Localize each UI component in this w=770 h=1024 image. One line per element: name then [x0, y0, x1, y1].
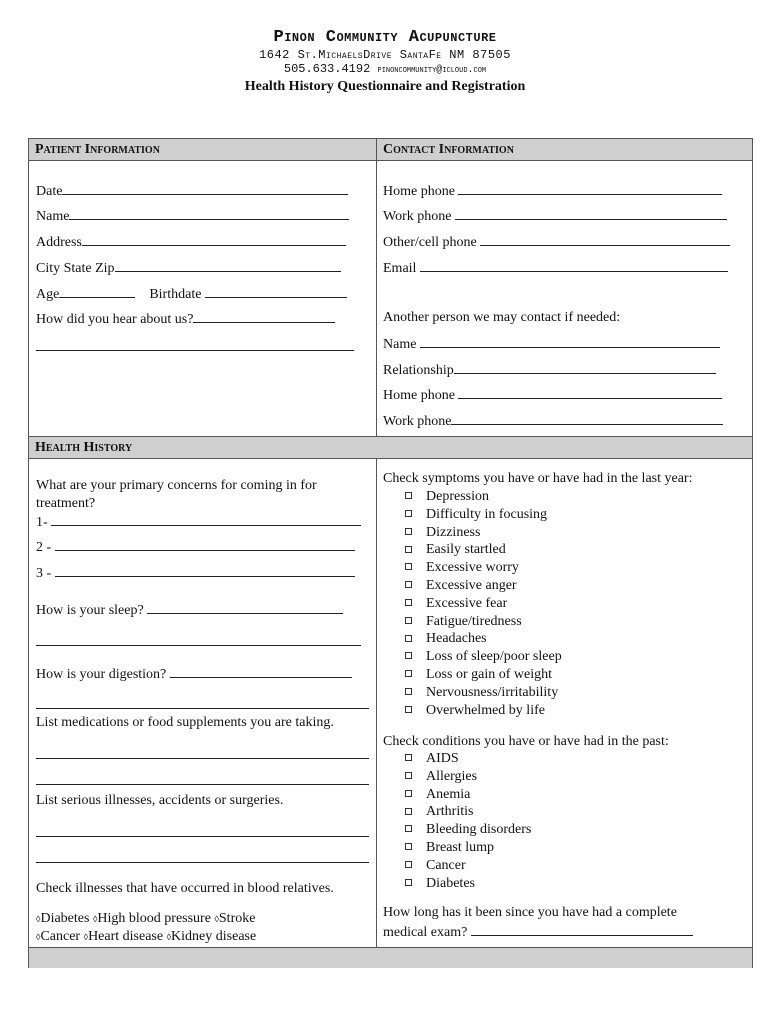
- checkbox-square-icon[interactable]: [405, 670, 412, 677]
- referral-field[interactable]: [36, 310, 335, 328]
- name-label: Name: [36, 209, 70, 224]
- relatives-row-1: [36, 911, 255, 927]
- illnesses-blank-1[interactable]: [36, 835, 369, 837]
- city-state-zip-field[interactable]: [36, 259, 341, 277]
- contact-info-heading: Contact Information: [383, 142, 514, 157]
- relative-checkbox-stroke[interactable]: ◊Stroke: [214, 911, 256, 926]
- referral-blank[interactable]: [36, 349, 354, 351]
- checkbox-square-icon[interactable]: [405, 688, 412, 695]
- relative-checkbox-heart-disease[interactable]: ◊Heart disease: [83, 929, 164, 944]
- checkbox-square-icon[interactable]: [405, 879, 412, 886]
- home-phone-field[interactable]: [383, 182, 722, 200]
- symptom-label: Dizziness: [426, 524, 481, 540]
- concern-2-field[interactable]: [36, 538, 355, 556]
- concern-3-label: 3 -: [36, 566, 52, 581]
- symptom-label: Depression: [426, 489, 489, 504]
- age-birthdate-field[interactable]: [36, 285, 347, 303]
- work-phone-field[interactable]: [383, 207, 727, 225]
- checkbox-square-icon[interactable]: [405, 754, 412, 761]
- symptom-checkbox[interactable]: [405, 685, 558, 701]
- email-label: Email: [383, 261, 417, 276]
- condition-label: Breast lump: [426, 840, 495, 855]
- column-divider-bottom: [376, 459, 377, 949]
- relatives-row-2: [36, 929, 256, 945]
- section-bar-footer: [29, 947, 752, 968]
- checkbox-square-icon[interactable]: [405, 843, 412, 850]
- condition-label: Anemia: [426, 786, 471, 802]
- org-contact: [0, 62, 770, 76]
- condition-label: Diabetes: [426, 875, 475, 891]
- relationship-label: Relationship: [383, 363, 454, 378]
- relative-checkbox-cancer[interactable]: ◊Cancer: [36, 929, 81, 944]
- checkbox-square-icon[interactable]: [405, 652, 412, 659]
- checkbox-square-icon[interactable]: [405, 492, 412, 499]
- conditions-question: Check conditions you have or have had in the past:: [383, 734, 669, 749]
- relative-label: Stroke: [218, 911, 256, 926]
- symptom-label: Excessive worry: [426, 560, 519, 576]
- illnesses-question: List serious illnesses, accidents or surgeries.: [36, 793, 284, 808]
- emergency-work-phone-field[interactable]: [383, 412, 723, 430]
- symptom-checkbox[interactable]: [405, 542, 506, 558]
- document-header: [0, 28, 770, 95]
- column-divider-top: [376, 139, 377, 437]
- condition-label: Allergies: [426, 768, 478, 784]
- symptom-checkbox[interactable]: [405, 596, 507, 612]
- condition-checkbox[interactable]: [405, 769, 477, 785]
- emergency-name-field[interactable]: [383, 335, 720, 353]
- condition-checkbox[interactable]: [405, 787, 470, 803]
- address-label: Address: [36, 235, 82, 250]
- concern-2-label: 2 -: [36, 540, 52, 555]
- digestion-blank[interactable]: [36, 707, 369, 709]
- symptom-checkbox[interactable]: [405, 614, 522, 630]
- concern-1-label: 1-: [36, 515, 48, 530]
- relative-checkbox-kidney-disease[interactable]: ◊Kidney disease: [166, 929, 257, 944]
- org-name: Pinon Community Acupuncture: [273, 28, 497, 47]
- symptoms-question: Check symptoms you have or have had in the last year:: [383, 471, 693, 486]
- referral-label: How did you hear about us?: [36, 312, 194, 327]
- digestion-field[interactable]: [36, 665, 352, 683]
- condition-label: Cancer: [426, 857, 466, 873]
- symptom-checkbox[interactable]: [405, 631, 487, 647]
- exam-question-line-1: How long has it been since you have had a complete: [383, 905, 677, 920]
- birthdate-label: Birthdate: [149, 287, 202, 302]
- medications-blank-2[interactable]: [36, 783, 369, 785]
- relative-checkbox-high-blood-pressure[interactable]: ◊High blood pressure: [92, 911, 211, 926]
- emergency-home-phone-field[interactable]: [383, 386, 722, 404]
- symptom-checkbox[interactable]: [405, 525, 480, 541]
- checkbox-square-icon[interactable]: [405, 528, 412, 535]
- condition-checkbox[interactable]: [405, 840, 494, 856]
- relative-label: Heart disease: [88, 929, 164, 944]
- checkbox-square-icon[interactable]: [405, 706, 412, 713]
- symptom-label: Excessive fear: [426, 595, 508, 611]
- date-field[interactable]: [36, 182, 348, 200]
- patient-info-heading: Patient Information: [35, 142, 160, 157]
- symptom-label: Headaches: [426, 631, 487, 647]
- relative-label: Cancer: [40, 929, 81, 944]
- name-field[interactable]: [36, 207, 349, 225]
- org-email: pinoncommunity@icloud.com: [377, 65, 487, 76]
- symptom-checkbox[interactable]: [405, 560, 519, 576]
- checkbox-square-icon[interactable]: [405, 510, 412, 517]
- org-address: 1642 St.MichaelsDrive SantaFe NM 87505: [259, 48, 511, 62]
- date-label: Date: [36, 184, 63, 199]
- condition-checkbox[interactable]: [405, 751, 459, 767]
- concern-1-field[interactable]: [36, 513, 361, 531]
- condition-checkbox[interactable]: [405, 804, 473, 820]
- sleep-blank[interactable]: [36, 644, 361, 646]
- checkbox-square-icon[interactable]: [405, 617, 412, 624]
- medications-question: List medications or food supplements you are taking.: [36, 715, 334, 730]
- symptom-checkbox[interactable]: [405, 578, 517, 594]
- cell-phone-label: Other/cell phone: [383, 235, 477, 250]
- condition-label: Bleeding disorders: [426, 822, 532, 838]
- symptom-label: Overwhelmed by life: [426, 702, 545, 718]
- emergency-name-label: Name: [383, 337, 417, 352]
- relative-checkbox-diabetes[interactable]: ◊Diabetes: [36, 911, 90, 926]
- relative-label: Kidney disease: [171, 929, 257, 944]
- checkbox-square-icon[interactable]: [405, 772, 412, 779]
- emergency-contact-prompt: Another person we may contact if needed:: [383, 310, 621, 325]
- registration-form: [28, 138, 753, 968]
- checkbox-square-icon[interactable]: [405, 790, 412, 797]
- section-bar-health: [29, 436, 752, 459]
- emergency-work-phone-label: Work phone: [383, 414, 452, 429]
- sleep-field[interactable]: [36, 601, 343, 619]
- symptom-label: Loss or gain of weight: [426, 667, 552, 682]
- relationship-field[interactable]: [383, 361, 716, 379]
- symptom-label: Difficulty in focusing: [426, 506, 548, 522]
- medications-blank-1[interactable]: [36, 757, 369, 759]
- condition-label: Arthritis: [426, 804, 474, 820]
- document-title: Health History Questionnaire and Registration: [244, 79, 526, 94]
- checkbox-square-icon[interactable]: [405, 546, 412, 553]
- concerns-question: What are your primary concerns for coming in for treatment?: [36, 478, 317, 511]
- work-phone-label: Work phone: [383, 209, 452, 224]
- checkbox-square-icon[interactable]: [405, 599, 412, 606]
- cell-phone-field[interactable]: [383, 233, 730, 251]
- symptom-label: Fatigue/tiredness: [426, 613, 522, 629]
- relative-label: High blood pressure: [97, 911, 211, 926]
- symptom-checkbox[interactable]: [405, 667, 552, 683]
- section-bar-info: [29, 139, 752, 161]
- condition-checkbox[interactable]: [405, 858, 466, 874]
- checkbox-square-icon[interactable]: [405, 861, 412, 868]
- checkbox-square-icon[interactable]: [405, 635, 412, 642]
- exam-question-field[interactable]: [383, 923, 693, 941]
- symptom-label: Excessive anger: [426, 578, 517, 593]
- age-label: Age: [36, 287, 60, 302]
- emergency-home-phone-label: Home phone: [383, 388, 455, 403]
- illnesses-blank-2[interactable]: [36, 861, 369, 863]
- sleep-label: How is your sleep?: [36, 603, 144, 618]
- checkbox-square-icon[interactable]: [405, 825, 412, 832]
- concern-3-field[interactable]: [36, 564, 355, 582]
- city-label: City State Zip: [36, 261, 115, 276]
- relatives-question: Check illnesses that have occurred in blood relatives.: [36, 881, 334, 896]
- symptom-checkbox[interactable]: [405, 649, 562, 665]
- health-history-heading: Health History: [35, 440, 133, 455]
- symptom-label: Easily startled: [426, 542, 506, 558]
- symptom-checkbox[interactable]: [405, 489, 489, 505]
- symptom-checkbox[interactable]: [405, 703, 545, 719]
- exam-question-label: medical exam?: [383, 925, 468, 940]
- org-phone: 505.633.4192: [283, 62, 371, 76]
- relative-label: Diabetes: [40, 911, 90, 926]
- condition-label: AIDS: [426, 751, 459, 766]
- digestion-label: How is your digestion?: [36, 667, 167, 682]
- checkbox-square-icon[interactable]: [405, 563, 412, 570]
- symptom-label: Nervousness/irritability: [426, 684, 559, 700]
- checkbox-square-icon[interactable]: [405, 581, 412, 588]
- home-phone-label: Home phone: [383, 184, 455, 199]
- checkbox-square-icon[interactable]: [405, 808, 412, 815]
- address-field[interactable]: [36, 233, 346, 251]
- condition-checkbox[interactable]: [405, 876, 475, 892]
- email-field[interactable]: [383, 259, 728, 277]
- condition-checkbox[interactable]: [405, 822, 531, 838]
- symptom-checkbox[interactable]: [405, 507, 547, 523]
- symptom-label: Loss of sleep/poor sleep: [426, 649, 562, 665]
